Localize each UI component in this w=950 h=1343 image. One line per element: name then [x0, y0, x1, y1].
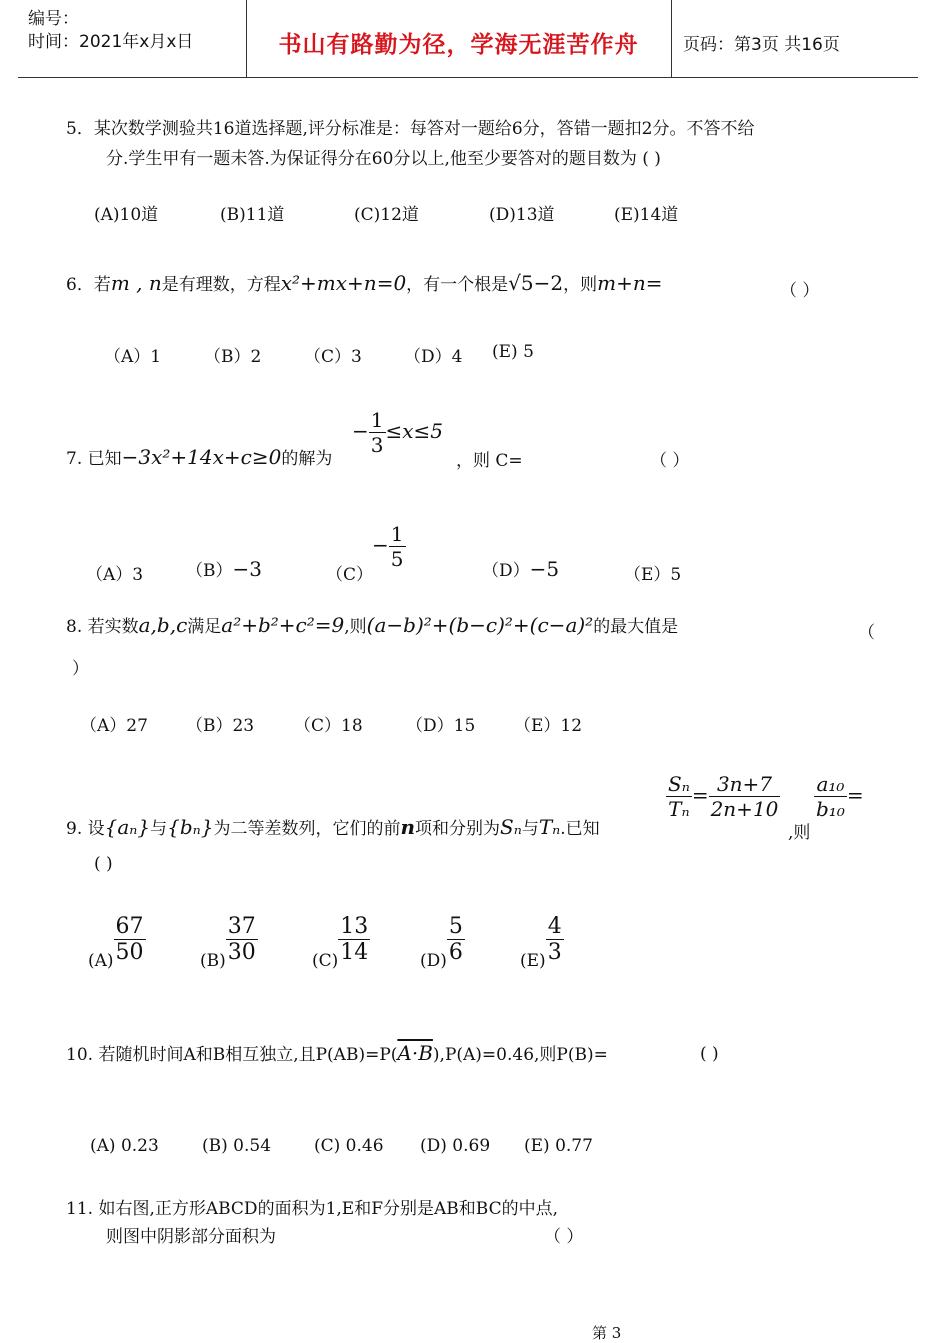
q7-stem-a — [66, 444, 332, 469]
q9-an: {aₙ} — [104, 815, 151, 839]
q9-bn: {bₙ} — [167, 815, 214, 839]
q8-paren-open: （ — [858, 623, 875, 643]
q8-expr: (a−b)²+(b−c)²+(c−a)² — [366, 613, 594, 637]
q6-option-b: （B）2 — [204, 347, 262, 367]
q6-expr: m+n= — [597, 271, 663, 295]
q7-sol-neg: − — [352, 419, 369, 443]
q9-frac-n-num: 3n+7 — [709, 772, 781, 797]
q7-sol-frac-num: 1 — [370, 408, 384, 432]
q6-mid3: ，则 — [563, 275, 598, 295]
q9-option-a-label: (A) — [88, 951, 114, 971]
q9-answer-paren: ( ) — [94, 854, 113, 874]
q7-option-c-num: 1 — [390, 522, 404, 546]
q9-frac-ab — [814, 772, 847, 821]
q8-stem — [66, 612, 678, 637]
header-meta-cell — [18, 0, 247, 77]
q10-option-c: (C) 0.46 — [314, 1136, 384, 1156]
q10-option-a: (A) 0.23 — [90, 1136, 159, 1156]
q7-suffix: ，则 C= — [456, 451, 523, 471]
q9-option-b-label: (B) — [200, 951, 226, 971]
page-footer: 第 3 — [592, 1324, 622, 1342]
q8-option-d: （D）15 — [406, 716, 476, 736]
q7-option-b — [186, 556, 262, 581]
q6-option-d: （D）4 — [404, 347, 463, 367]
q9-option-e-frac — [546, 914, 564, 965]
q9-option-d-den: 6 — [448, 940, 463, 965]
q10-stem — [66, 1040, 608, 1065]
q9-option-a-den: 50 — [115, 940, 144, 965]
q9-frac-n — [709, 772, 781, 821]
q9-option-c-num: 13 — [340, 914, 369, 939]
q9-option-b — [200, 914, 258, 971]
q9-equals: = — [691, 783, 709, 807]
q11-line1: 11. 如右图,正方形ABCD的面积为1,E和F分别是AB和BC的中点, — [66, 1199, 558, 1219]
date-label: 时间：2021年x月x日 — [28, 32, 194, 52]
q9-equals-2: = — [846, 783, 864, 807]
q9-option-d-frac — [447, 914, 465, 965]
q8-prefix: 8. 若实数 — [66, 617, 139, 637]
q10-answer-paren: ( ) — [700, 1044, 719, 1064]
q9-mid5: .已知 — [560, 819, 600, 839]
q10-option-e: (E) 0.77 — [524, 1136, 593, 1156]
q8-cond: a²+b²+c²=9 — [221, 613, 345, 637]
q9-mid2: 为二等差数列，它们的前 — [213, 819, 401, 839]
q7-option-c-label: （C） — [326, 565, 374, 585]
q6-root: √5−2 — [508, 271, 564, 295]
q8-option-b: （B）23 — [186, 716, 255, 736]
q10-text: 10. 若随机时间A和B相互独立,且P(AB)=P( — [66, 1045, 398, 1065]
q7-option-c-neg: − — [372, 533, 389, 557]
q9-option-e-label: (E) — [520, 951, 546, 971]
q5-option-d: (D)13道 — [489, 205, 555, 225]
q8-mid1: 满足 — [187, 617, 222, 637]
q9-option-e-den: 3 — [547, 940, 562, 965]
q9-frac-ab-den: b₁₀ — [816, 797, 845, 821]
q9-option-a — [88, 914, 146, 971]
q10-option-d: (D) 0.69 — [420, 1136, 491, 1156]
q7-inequality: −3x²+14x+c≥0 — [121, 445, 282, 469]
q9-frac-st — [666, 772, 692, 821]
q7-solution — [352, 408, 443, 457]
header-motto-cell — [246, 0, 672, 77]
q9-option-d — [420, 914, 465, 971]
q6-vars: m , n — [110, 271, 162, 295]
q8-paren-close: ） — [72, 659, 89, 679]
q10-expr: A·B — [397, 1041, 433, 1065]
q9-option-c — [312, 914, 370, 971]
q10-text2: ),P(A)=0.46,则P(B)= — [432, 1045, 608, 1065]
q6-option-e: (E) 5 — [492, 342, 534, 362]
q6-option-a: （A）1 — [104, 347, 162, 367]
q7-answer-paren: （ ） — [650, 451, 690, 471]
q9-mid6: ,则 — [788, 823, 811, 843]
q7-option-b-label: （B） — [186, 561, 233, 581]
q8-option-a: （A）27 — [80, 716, 148, 736]
q9-mid3: 项和分别为 — [415, 819, 501, 839]
q9-option-d-num: 5 — [448, 914, 463, 939]
q5-line2: 分.学生甲有一题未答.为保证得分在60分以上,他至少要答对的题目数为 ( ) — [106, 149, 661, 169]
q9-mid4: 与 — [521, 819, 539, 839]
q7-option-d-label: （D） — [482, 561, 530, 581]
q7-option-b-value: −3 — [232, 557, 262, 581]
q8-vars: a,b,c — [138, 613, 188, 637]
q6-answer-paren: （ ） — [780, 281, 820, 301]
q7-option-e: （E）5 — [624, 565, 682, 585]
q9-n: n — [400, 815, 416, 839]
q5-option-e: (E)14道 — [614, 205, 679, 225]
q6-prefix: 6．若 — [66, 275, 111, 295]
q6-mid2: ，有一个根是 — [406, 275, 509, 295]
q9-frac-st-num: Sₙ — [668, 772, 690, 796]
q9-tn: Tₙ — [538, 815, 561, 839]
q9-prefix: 9. 设 — [66, 819, 105, 839]
q8-mid2: ,则 — [344, 617, 367, 637]
q9-target-ratio — [814, 772, 864, 821]
q9-option-a-num: 67 — [115, 914, 144, 939]
q8-option-e: （E）12 — [514, 716, 583, 736]
q9-given-ratio — [666, 772, 780, 821]
q9-frac-ab-num: a₁₀ — [814, 772, 847, 797]
q9-sn: Sₙ — [500, 815, 522, 839]
q5-option-c: (C)12道 — [354, 205, 419, 225]
q9-option-d-label: (D) — [420, 951, 447, 971]
q7-prefix: 7. 已知 — [66, 449, 122, 469]
q6-option-c: （C）3 — [304, 347, 362, 367]
q9-option-a-frac — [114, 914, 146, 965]
q7-sol-rest: ≤x≤5 — [385, 419, 444, 443]
q8-suffix: 的最大值是 — [593, 617, 679, 637]
q7-option-c-frac — [389, 522, 406, 571]
q7-mid: 的解为 — [281, 449, 333, 469]
q9-option-c-frac — [338, 914, 370, 965]
q6-equation: x²+mx+n=0 — [280, 271, 407, 295]
q5-option-b: (B)11道 — [220, 205, 285, 225]
motto: 书山有路勤为径，学海无涯苦作舟 — [278, 32, 639, 58]
q9-frac-st-den: Tₙ — [668, 797, 690, 821]
code-label: 编号： — [28, 9, 79, 29]
q7-option-a: （A）3 — [86, 565, 144, 585]
q11-answer-paren: （ ） — [544, 1227, 584, 1247]
q10-option-b: (B) 0.54 — [202, 1136, 272, 1156]
q9-option-e-num: 4 — [547, 914, 562, 939]
q7-option-c-value — [372, 522, 406, 571]
q9-mid1: 与 — [150, 819, 168, 839]
q9-frac-n-den: 2n+10 — [710, 797, 779, 821]
q7-option-d-value: −5 — [529, 557, 560, 581]
q7-sol-frac — [369, 408, 386, 457]
q11-line2: 则图中阴影部分面积为 — [106, 1227, 276, 1247]
q9-option-c-label: (C) — [312, 951, 339, 971]
page-header — [18, 0, 918, 78]
q9-option-e — [520, 914, 564, 971]
q9-option-b-den: 30 — [227, 940, 256, 965]
q5-line1: 5．某次数学测验共16道选择题,评分标准是：每答对一题给6分，答错一题扣2分。不答不给 — [66, 119, 755, 139]
q6-stem — [66, 270, 663, 295]
q9-option-b-num: 37 — [227, 914, 256, 939]
q7-option-c-den: 5 — [390, 547, 404, 571]
q9-stem — [66, 814, 600, 839]
q9-option-c-den: 14 — [340, 940, 369, 965]
q7-sol-frac-den: 3 — [370, 433, 384, 457]
q5-option-a: (A)10道 — [94, 205, 159, 225]
page-info: 页码：第3页 共16页 — [683, 35, 840, 55]
q6-mid1: 是有理数，方程 — [161, 275, 281, 295]
q9-option-b-frac — [226, 914, 258, 965]
q7-option-d — [482, 556, 559, 581]
q8-option-c: （C）18 — [294, 716, 363, 736]
